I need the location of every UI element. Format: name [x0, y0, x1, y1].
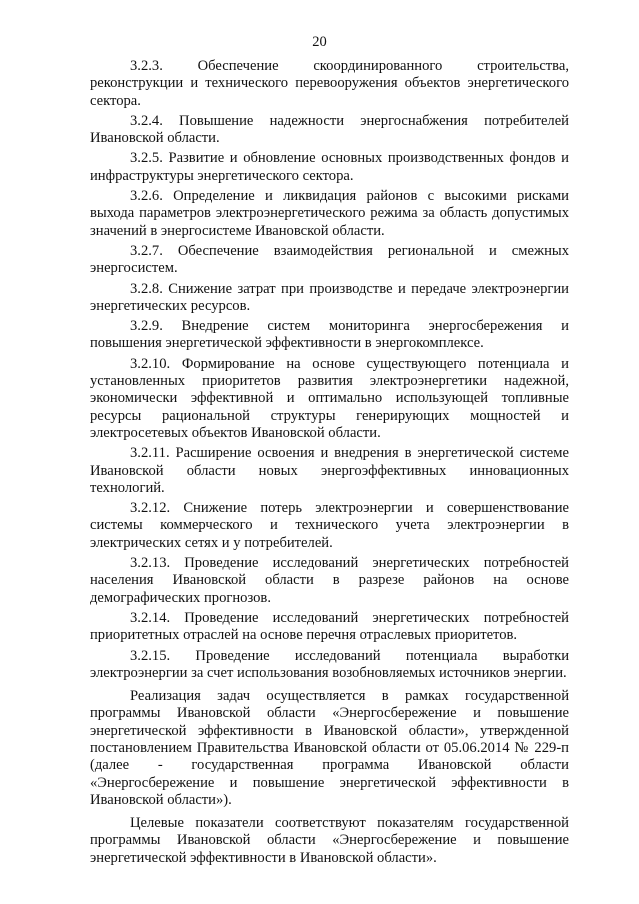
- task-3-2-3: 3.2.3. Обеспечение скоординированного строительства, реконструкции и технического перевооружения объектов энергетического сектора.: [90, 58, 569, 109]
- document-body: [90, 58, 569, 870]
- task-3-2-13: 3.2.13. Проведение исследований энергетических потребностей населения Ивановской области в разрезе районов на основе демографических прогнозов.: [90, 555, 569, 606]
- page-number: 20: [312, 34, 327, 50]
- implementation-paragraph: Реализация задач осуществляется в рамках государственной программы Ивановской области «Энергосбережение и повышение энергетической эффективности в Ивановской области», утвержденной постановлением Правительства Ивановской области от 05.06.2014 № 229-п (далее - государственная программа Ивановской области «Энергосбережение и повышение энергетической эффективности в Ивановской области»).: [90, 688, 569, 808]
- task-3-2-5: 3.2.5. Развитие и обновление основных производственных фондов и инфраструктуры энергетического сектора.: [90, 150, 569, 184]
- task-3-2-12: 3.2.12. Снижение потерь электроэнергии и совершенствование системы коммерческого и технического учета электроэнергии в электрических сетях и у потребителей.: [90, 500, 569, 551]
- task-3-2-6: 3.2.6. Определение и ликвидация районов с высокими рисками выхода параметров электроэнергетического режима за область допустимых значений в энергосистеме Ивановской области.: [90, 188, 569, 239]
- task-3-2-4: 3.2.4. Повышение надежности энергоснабжения потребителей Ивановской области.: [90, 112, 569, 147]
- task-3-2-14: 3.2.14. Проведение исследований энергетических потребностей приоритетных отраслей на основе перечня отраслевых приоритетов.: [90, 609, 569, 644]
- task-3-2-8: 3.2.8. Снижение затрат при производстве и передаче электроэнергии энергетических ресурсов.: [90, 280, 569, 314]
- task-3-2-9: 3.2.9. Внедрение систем мониторинга энергосбережения и повышения энергетической эффективности в энергокомплексе.: [90, 318, 569, 352]
- task-3-2-15: 3.2.15. Проведение исследований потенциала выработки электроэнергии за счет использования возобновляемых источников энергии.: [90, 647, 569, 681]
- target-indicators-paragraph: Целевые показатели соответствуют показателям государственной программы Ивановской области «Энергосбережение и повышение энергетической эффективности в Ивановской области».: [90, 815, 569, 866]
- task-3-2-10: 3.2.10. Формирование на основе существующего потенциала и установленных приоритетов развития электроэнергетики надежной, экономически эффективной и оптимально использующей топливные ресурсы рациональной структуры генерирующих мощностей и электросетевых объектов Ивановской области.: [90, 355, 569, 441]
- task-3-2-11: 3.2.11. Расширение освоения и внедрения в энергетической системе Ивановской области новых энергоэффективных инновационных технологий.: [90, 445, 569, 496]
- task-3-2-7: 3.2.7. Обеспечение взаимодействия региональной и смежных энергосистем.: [90, 242, 569, 277]
